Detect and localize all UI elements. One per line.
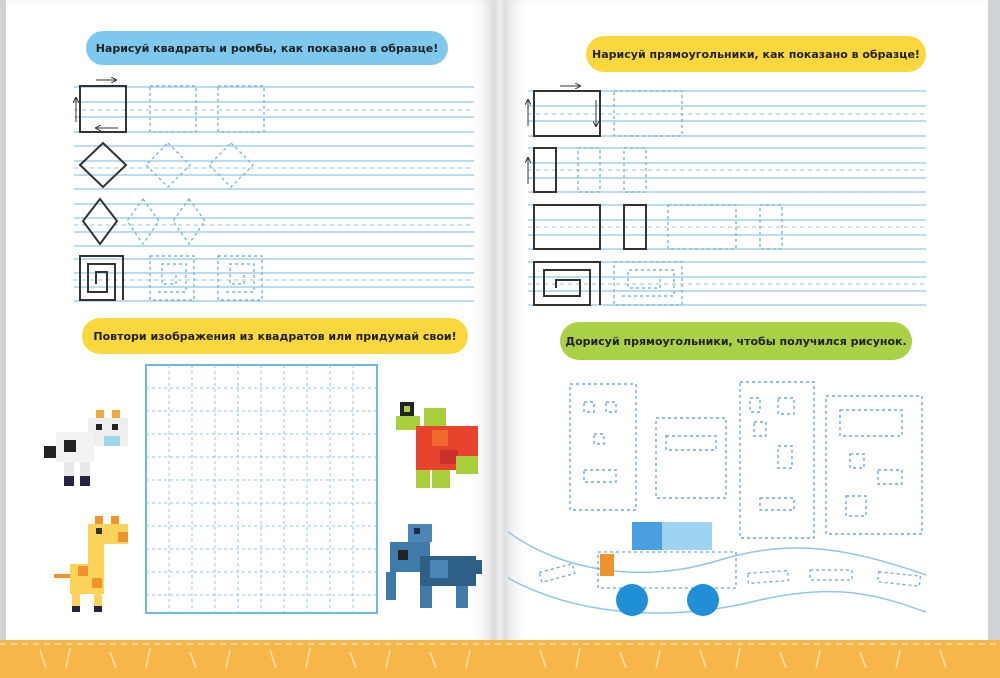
drawing-grid[interactable] bbox=[146, 365, 377, 613]
mixed-rectangle-tracing[interactable] bbox=[668, 205, 782, 249]
instruction-text: Дорисуй прямоугольники, чтобы получился рисунок. bbox=[565, 334, 907, 348]
spiral-square-tracing[interactable] bbox=[150, 256, 262, 300]
tall-diamond-sample bbox=[83, 199, 117, 244]
instruction-bubble-rectangles bbox=[586, 36, 926, 72]
tall-diamond-tracing[interactable] bbox=[127, 199, 205, 244]
turtle-pixel-art bbox=[396, 402, 478, 488]
giraffe-pixel-art bbox=[54, 516, 128, 612]
band-squiggles bbox=[0, 644, 1000, 668]
narrow-rectangle-sample bbox=[528, 148, 556, 192]
instruction-text: Повтори изображения из квадратов или придумай свои! bbox=[93, 329, 457, 343]
square-sample bbox=[76, 80, 126, 132]
cow-pixel-art bbox=[44, 410, 128, 486]
spiral-square-sample bbox=[80, 256, 123, 300]
square-tracing[interactable] bbox=[150, 86, 264, 132]
left-guide-lines bbox=[74, 87, 474, 301]
diamond-tracing[interactable] bbox=[146, 143, 253, 187]
instruction-bubble-squares bbox=[86, 31, 448, 65]
instruction-bubble-repeat bbox=[82, 318, 468, 354]
instruction-text: Нарисуй прямоугольники, как показано в образце! bbox=[592, 47, 920, 61]
truck-drawing bbox=[598, 522, 736, 616]
diamond-sample bbox=[80, 143, 126, 187]
instruction-text: Нарисуй квадраты и ромбы, как показано в образце! bbox=[95, 41, 439, 55]
road-dashes[interactable] bbox=[539, 564, 920, 586]
wide-rectangle-sample bbox=[528, 86, 600, 136]
mixed-rectangle-sample bbox=[534, 205, 646, 249]
spiral-rectangle-sample bbox=[534, 262, 600, 305]
elephant-pixel-art bbox=[386, 524, 482, 608]
right-guide-lines bbox=[528, 91, 926, 305]
dashed-buildings[interactable] bbox=[570, 382, 922, 538]
instruction-bubble-complete bbox=[560, 322, 912, 360]
